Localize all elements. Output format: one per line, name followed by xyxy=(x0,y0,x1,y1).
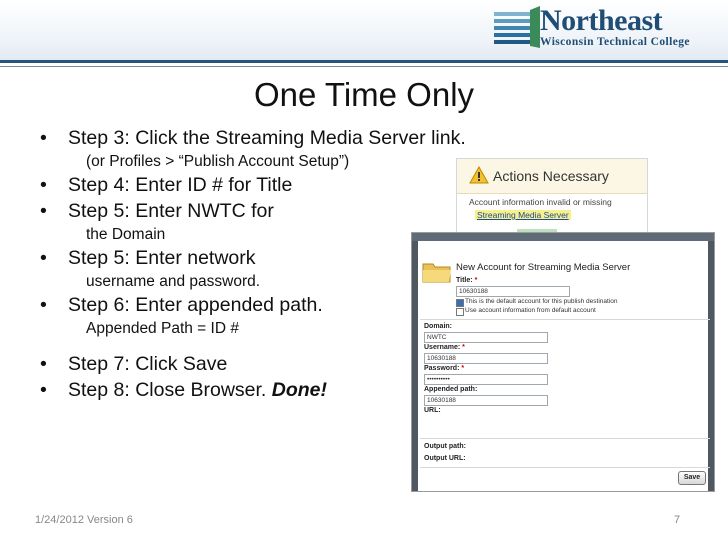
appended-path-label: Appended path: xyxy=(424,386,478,393)
bullet-list xyxy=(34,125,466,403)
bullet-step4 xyxy=(34,172,454,198)
bullet-text: Step 5: Enter network xyxy=(68,247,256,269)
sub-step5-network: username and password. xyxy=(86,273,261,290)
sub-step5-domain: the Domain xyxy=(86,226,166,243)
output-path-label: Output path: xyxy=(424,443,466,450)
domain-field[interactable]: NWTC xyxy=(424,332,548,343)
bullet-text: Step 4: Enter ID # for Title xyxy=(68,174,293,196)
logo-sub-text: Wisconsin Technical College xyxy=(540,36,690,48)
folder-icon xyxy=(422,260,452,284)
actions-necessary-panel xyxy=(456,158,648,234)
bullet-dot: • xyxy=(40,294,47,316)
divider xyxy=(420,467,710,468)
bullet-dot: • xyxy=(40,353,47,375)
bullet-step6 xyxy=(34,292,454,318)
default-account-label: This is the default account for this publish destination xyxy=(465,298,618,305)
bullet-step3 xyxy=(34,125,466,151)
footer-date-version: 1/24/2012 Version 6 xyxy=(35,514,133,526)
bullet-step8 xyxy=(34,377,454,403)
title-label: Title: * xyxy=(456,277,478,284)
bullet-text: Step 6: Enter appended path. xyxy=(68,294,323,316)
done-emphasis: Done! xyxy=(271,379,328,401)
bullet-dot: • xyxy=(40,379,47,401)
streaming-media-server-link[interactable]: Streaming Media Server xyxy=(477,210,569,220)
use-default-label: Use account information from default account xyxy=(465,307,596,314)
username-label: Username: * xyxy=(424,344,465,351)
new-account-dialog xyxy=(411,232,715,492)
bullet-dot: • xyxy=(40,127,47,149)
bullet-text: Step 7: Click Save xyxy=(68,353,228,375)
username-field[interactable]: 10630188 xyxy=(424,353,548,364)
header-rule xyxy=(0,60,728,63)
title-field[interactable]: 10630188 xyxy=(456,286,570,297)
appended-path-field[interactable]: 10630188 xyxy=(424,395,548,406)
divider xyxy=(420,438,710,439)
save-button[interactable]: Save xyxy=(678,471,706,485)
sub-step6: Appended Path = ID # xyxy=(86,320,239,337)
bullet-text: Step 8: Close Browser. xyxy=(68,379,272,401)
password-field[interactable]: •••••••••• xyxy=(424,374,548,385)
warning-icon xyxy=(469,166,489,184)
slide-title: One Time Only xyxy=(253,76,475,113)
dialog-frame-left xyxy=(412,241,418,491)
bullet-text: Step 3: Click the Streaming Media Server link. xyxy=(68,127,466,149)
page-number: 7 xyxy=(674,514,681,526)
actions-heading: Actions Necessary xyxy=(493,168,609,184)
actions-message: Account information invalid or missing xyxy=(469,197,612,207)
password-label: Password: * xyxy=(424,365,465,372)
header-rule-thin xyxy=(0,66,728,67)
url-label: URL: xyxy=(424,407,441,414)
bullet-step7 xyxy=(34,351,454,377)
bullet-dot: • xyxy=(40,200,47,222)
bullet-text: Step 5: Enter NWTC for xyxy=(68,200,274,222)
default-account-checkbox[interactable] xyxy=(456,299,464,307)
output-url-label: Output URL: xyxy=(424,455,466,462)
sub-step3: (or Profiles > “Publish Account Setup”) xyxy=(86,153,350,170)
dialog-heading: New Account for Streaming Media Server xyxy=(456,262,631,273)
domain-label: Domain: xyxy=(424,323,452,330)
logo-main-text: Northeast xyxy=(540,4,663,37)
divider xyxy=(420,319,710,320)
bullet-dot: • xyxy=(40,174,47,196)
bullet-dot: • xyxy=(40,247,47,269)
use-default-checkbox[interactable] xyxy=(456,308,464,316)
college-logo xyxy=(540,6,690,48)
bullet-step5-network xyxy=(34,245,454,271)
bullet-step5-domain xyxy=(34,198,454,224)
dialog-frame-right xyxy=(708,241,714,491)
dialog-frame-top xyxy=(412,233,714,241)
